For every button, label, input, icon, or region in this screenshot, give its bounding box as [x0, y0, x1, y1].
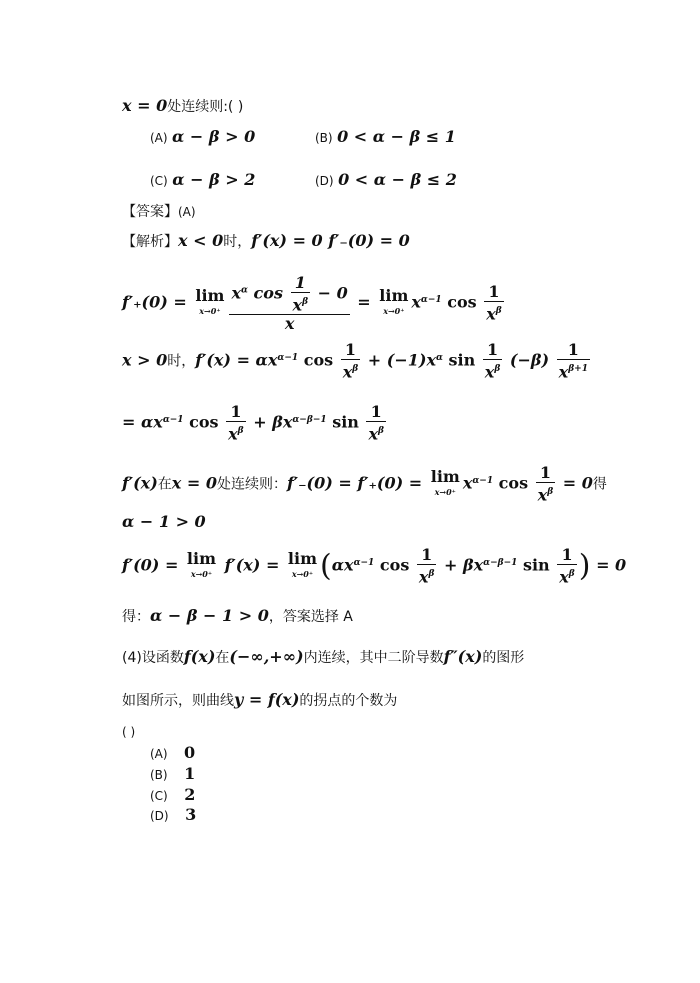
- lim-sub: x→0⁺: [434, 487, 456, 498]
- sup: α−1: [420, 295, 442, 305]
- math: x > 0: [122, 350, 168, 370]
- sup: β: [495, 306, 502, 317]
- lim-word: lim: [379, 286, 409, 306]
- math: = 0: [590, 555, 627, 575]
- text: (4)设函数: [122, 650, 184, 666]
- option-label: (C): [150, 174, 168, 188]
- math: α − β − 1 > 0: [150, 606, 269, 625]
- option-label: (D): [315, 174, 334, 188]
- answer-value: (A): [178, 205, 196, 219]
- sup: α: [436, 353, 443, 363]
- math: x: [411, 292, 421, 312]
- text: ，答案选择 A: [268, 609, 353, 625]
- analysis-line-2: [122, 270, 506, 334]
- numerator: [229, 274, 349, 315]
- q3-option-d: [315, 170, 457, 191]
- analysis-line-3: [122, 336, 592, 384]
- option-expr: α − β > 0: [172, 127, 256, 146]
- math: x: [292, 295, 303, 315]
- lim-word: lim: [430, 467, 460, 487]
- answer-line: [122, 202, 196, 222]
- option-value: 0: [184, 743, 196, 762]
- text: 时，: [223, 234, 252, 250]
- analysis-line-5: [122, 459, 607, 507]
- numerator: 1: [557, 546, 577, 565]
- denominator: [341, 360, 361, 381]
- numerator: 1: [417, 546, 437, 565]
- denominator: [366, 422, 386, 443]
- text: 处连续则：: [217, 476, 287, 493]
- q3-option-c: [150, 170, 255, 191]
- text: 得: [592, 476, 607, 493]
- math: − 0: [312, 283, 348, 303]
- text: 得：: [122, 609, 150, 625]
- denominator: [557, 565, 577, 586]
- text: 在: [215, 650, 230, 666]
- math: cos: [374, 555, 415, 575]
- fraction: [557, 341, 590, 381]
- math: x: [559, 567, 569, 587]
- sup: β: [428, 569, 435, 580]
- math: x: [418, 567, 429, 587]
- sup: α−1: [353, 558, 375, 568]
- math: f′₊(0) =: [122, 292, 193, 312]
- analysis-line-1: [122, 231, 410, 252]
- denominator: [291, 293, 311, 314]
- q3-option-b: [315, 127, 456, 148]
- lim-sub: x→0⁺: [383, 306, 405, 317]
- sup: α−β−1: [292, 415, 327, 425]
- lim-sub: x→0⁺: [291, 569, 314, 580]
- fraction: [229, 274, 349, 333]
- q4-option-b: [150, 764, 195, 785]
- denominator: [484, 302, 504, 323]
- limit: [186, 549, 217, 581]
- option-value: 1: [184, 764, 196, 783]
- math: x: [537, 485, 548, 505]
- analysis-line-4: [122, 398, 388, 446]
- option-label: (B): [315, 131, 333, 145]
- numerator: 1: [557, 341, 590, 360]
- math: x: [486, 304, 496, 324]
- option-label: (A): [150, 747, 168, 761]
- sup: α−1: [162, 415, 184, 425]
- q4-option-a: [150, 743, 195, 764]
- sup: β: [378, 426, 385, 437]
- math: (−β): [504, 350, 555, 370]
- sup: β: [494, 364, 501, 375]
- fraction: [417, 546, 437, 586]
- fraction: [536, 464, 556, 504]
- math: f′(x) = 0 f′₋(0) = 0: [251, 231, 410, 250]
- left-paren: (: [320, 548, 332, 584]
- math: αx: [331, 555, 354, 575]
- fraction: [366, 403, 386, 443]
- numerator: 1: [484, 283, 504, 302]
- lim-word: lim: [287, 549, 318, 569]
- text: 在: [157, 476, 172, 493]
- lim-sub: x→0⁺: [199, 306, 221, 317]
- math: f″(x): [443, 647, 483, 666]
- analysis-line-8: [122, 606, 353, 627]
- q4-option-d: [150, 805, 196, 826]
- option-expr: 0 < α − β ≤ 1: [337, 127, 456, 146]
- math: f′₋(0) = f′₊(0) =: [287, 473, 428, 493]
- denominator: [557, 360, 590, 381]
- numerator: 1: [536, 464, 556, 483]
- denominator: [226, 422, 246, 443]
- math: y = f(x): [234, 690, 300, 709]
- text: 时，: [167, 353, 196, 370]
- lim-word: lim: [195, 286, 225, 306]
- lim-sub: x→0⁺: [190, 569, 213, 580]
- answer-label: 【答案】: [122, 204, 178, 220]
- text: 如图所示，则曲线: [122, 693, 234, 709]
- q4-option-c: [150, 785, 195, 806]
- math: sin: [326, 412, 365, 432]
- stem-text: 处连续则:( ): [167, 99, 244, 115]
- lim-word: lim: [186, 549, 217, 569]
- math: f′(x) = αx: [195, 350, 278, 370]
- limit: [287, 549, 318, 581]
- numerator: 1: [341, 341, 361, 360]
- math: + βx: [247, 412, 293, 432]
- math: f(x): [183, 647, 216, 666]
- sup: β: [237, 426, 244, 437]
- math: cos: [298, 350, 339, 370]
- fraction: [226, 403, 246, 443]
- limit: [195, 286, 225, 318]
- sup: β: [302, 296, 309, 307]
- q4-stem-line-1: [122, 647, 524, 668]
- math: + (−1)x: [362, 350, 436, 370]
- math: cos: [247, 283, 289, 303]
- math: =: [351, 292, 377, 312]
- stem-math: x = 0: [122, 96, 168, 115]
- analysis-label: 【解析】: [122, 234, 178, 250]
- numerator: 1: [226, 403, 246, 422]
- text: 内连续，其中二阶导数: [303, 650, 444, 666]
- math: cos: [183, 412, 225, 432]
- sup: α−1: [277, 353, 299, 363]
- sup: α−β−1: [483, 558, 518, 568]
- sup: α: [241, 285, 248, 296]
- math: f′(0) =: [122, 555, 184, 575]
- option-label: (D): [150, 809, 169, 823]
- sup: β+1: [568, 364, 588, 375]
- sup: β: [547, 487, 554, 498]
- math: cos: [493, 473, 534, 493]
- math: = 0: [557, 473, 593, 493]
- fraction: [483, 341, 503, 381]
- sup: α−1: [472, 476, 494, 486]
- denominator: [536, 483, 556, 504]
- math: x < 0: [178, 231, 224, 250]
- numerator: 1: [366, 403, 386, 422]
- right-paren: ): [578, 548, 591, 584]
- option-label: (A): [150, 131, 168, 145]
- math: x: [368, 424, 379, 444]
- math: x: [342, 362, 353, 382]
- math: x: [484, 362, 495, 382]
- denominator: [417, 565, 437, 586]
- option-label: (C): [150, 789, 168, 803]
- math: + βx: [438, 555, 484, 575]
- math: cos: [441, 292, 483, 312]
- analysis-line-6: [122, 512, 206, 533]
- option-expr: 0 < α − β ≤ 2: [338, 170, 457, 189]
- math: f′(x) =: [219, 555, 285, 575]
- option-value: 3: [185, 805, 197, 824]
- fraction: [557, 546, 577, 586]
- denominator: x: [284, 314, 295, 334]
- denominator: [483, 360, 503, 381]
- math: x: [228, 424, 238, 444]
- text: 的拐点的个数为: [299, 693, 398, 709]
- math: f′(x): [122, 473, 158, 493]
- math: (−∞,+∞): [229, 647, 304, 666]
- math: sin: [517, 555, 556, 575]
- sup: β: [568, 569, 575, 580]
- math: = αx: [122, 412, 163, 432]
- math: x: [231, 283, 242, 303]
- limit: [430, 467, 460, 499]
- limit: [379, 286, 409, 318]
- numerator: 1: [483, 341, 503, 360]
- analysis-line-7: [122, 540, 626, 590]
- math: α − 1 > 0: [122, 512, 206, 531]
- q3-stem: [122, 96, 243, 117]
- sup: β: [352, 364, 359, 375]
- math: sin: [442, 350, 481, 370]
- fraction: [484, 283, 504, 323]
- fraction-inner: [291, 274, 311, 314]
- math: x: [462, 473, 473, 493]
- q4-stem-line-2: [122, 690, 397, 711]
- numerator: 1: [291, 274, 311, 293]
- q3-option-a: [150, 127, 255, 148]
- fraction: [341, 341, 361, 381]
- q4-bracket: [122, 722, 135, 742]
- option-expr: α − β > 2: [172, 170, 256, 189]
- option-value: 2: [184, 785, 196, 804]
- option-label: (B): [150, 768, 168, 782]
- answer-bracket: ( ): [122, 725, 136, 739]
- math: x = 0: [171, 473, 217, 493]
- math: x: [558, 362, 569, 382]
- text: 的图形: [482, 650, 525, 666]
